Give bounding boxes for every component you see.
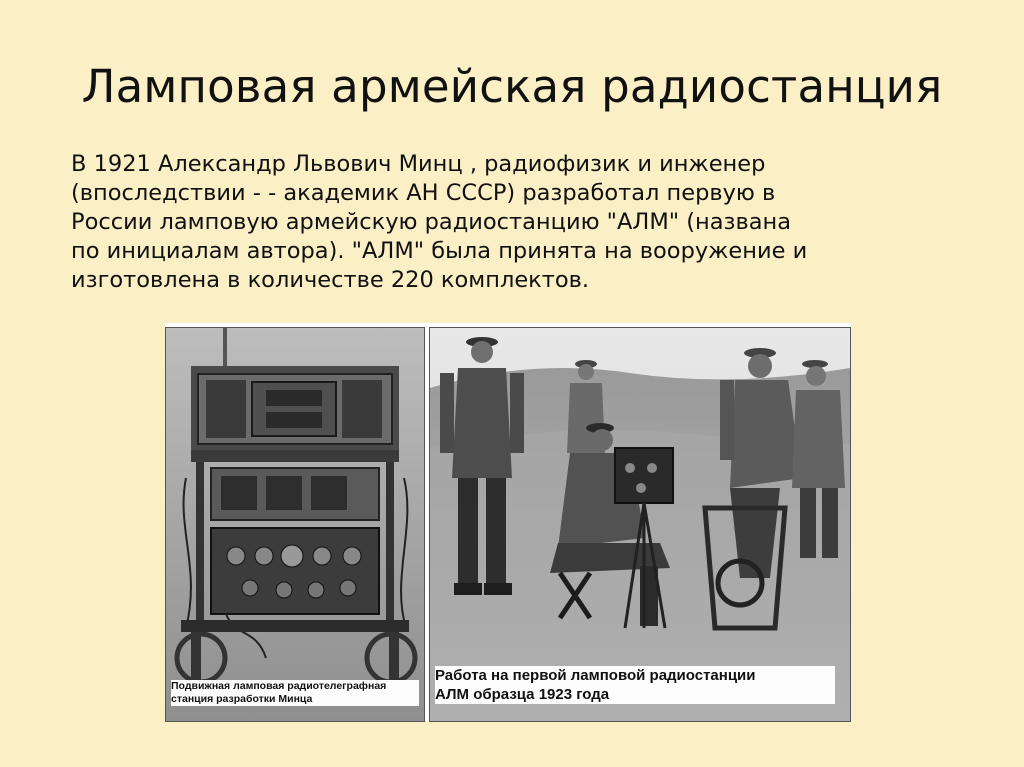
radio-station-photo	[165, 327, 425, 722]
caption-line: Подвижная ламповая радиотелеграфная	[171, 680, 387, 692]
body-line: (впоследствии - - академик АН СССР) разработал первую в	[71, 180, 776, 206]
field-operation-photo	[429, 327, 851, 722]
radio-station-illustration	[166, 328, 424, 721]
photo-collage	[165, 323, 851, 721]
caption-line: АЛМ образца 1923 года	[435, 686, 610, 703]
body-line: изготовлена в количестве 220 комплектов.	[71, 267, 590, 293]
caption-line: станция разработки Минца	[171, 693, 313, 705]
photo-caption	[435, 666, 835, 704]
photo-caption	[171, 680, 419, 706]
body-line: В 1921 Александр Львович Минц , радиофизик и инженер	[71, 151, 766, 177]
body-line: России ламповую армейскую радиостанцию "АЛМ" (названа	[71, 209, 792, 235]
caption-line: Работа на первой ламповой радиостанции	[435, 667, 756, 684]
soldiers-illustration	[430, 328, 850, 721]
body-paragraph	[71, 150, 931, 295]
slide-title: Ламповая армейская радиостанция	[81, 60, 943, 113]
body-line: по инициалам автора). "АЛМ" была принята на вооружение и	[71, 238, 808, 264]
